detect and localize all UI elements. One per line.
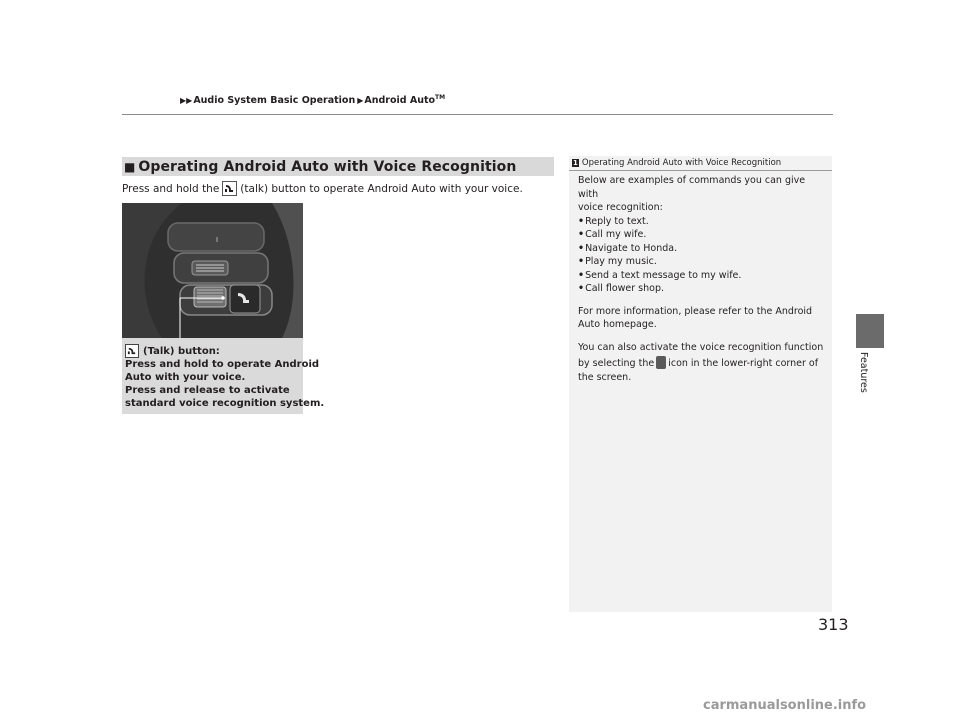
sidebar-title-text: Operating Android Auto with Voice Recognition [581,158,782,168]
command-list-item: • Navigate to Honda. [578,242,826,256]
breadcrumb-item-android-auto[interactable]: Android Auto™ [364,94,446,107]
command-list-item: • Call my wife. [578,228,826,242]
trademark-mark: TM [435,94,446,101]
steering-wheel-illustration [122,203,303,338]
instruction-text [122,181,523,196]
command-list-item: • Call flower shop. [578,282,826,296]
sidebar-body [578,174,826,384]
sidebar-title [572,158,781,168]
section-heading [122,157,554,176]
command-list-item: • Reply to text. [578,215,826,229]
microphone-icon [656,356,666,369]
instruction-text-after: (talk) button to operate Android Auto with your voice. [240,182,523,195]
command-list-item: • Send a text message to my wife. [578,269,826,283]
breadcrumb [180,94,445,106]
sidebar-text: You can also activate the voice recognition function [578,341,824,353]
talk-button-callout [122,338,325,414]
header-divider [122,114,833,115]
talk-button-icon [125,344,139,358]
page-number: 313 [818,615,849,634]
sidebar-divider [569,170,832,171]
sidebar-text: voice recognition: [578,202,663,213]
breadcrumb-item-audio-system[interactable]: Audio System Basic Operation [193,94,356,106]
instruction-text-before: Press and hold the [122,182,220,195]
callout-heading-text: (Talk) button: [143,345,220,357]
callout-line: Auto with your voice. [125,372,246,383]
features-tab-marker [856,314,884,348]
callout-line: Press and hold to operate Android [125,359,320,370]
breadcrumb-arrow-icon: ▶ [357,95,364,105]
sidebar-number-badge: 1 [573,159,578,167]
sidebar-text: Below are examples of commands you can give with [578,175,806,200]
sidebar-text: by selecting the icon in the lower-right corner of [578,358,819,369]
callout-line: Press and release to activate [125,385,290,396]
section-square-icon: ■ [124,159,136,174]
section-title: Operating Android Auto with Voice Recognition [138,158,517,175]
sidebar-text: Auto homepage. [578,319,657,330]
watermark-text: carmanualsonline.info [703,698,867,713]
breadcrumb-arrow-icon: ▶▶ [180,95,193,105]
features-tab-label: Features [858,352,869,393]
talk-button-icon [222,181,237,196]
sidebar-text: For more information, please refer to the Android [578,305,813,317]
callout-line: standard voice recognition system. [125,398,325,409]
callout-heading [122,338,303,358]
command-list-item: • Play my music. [578,255,826,269]
sidebar-text: the screen. [578,371,632,383]
